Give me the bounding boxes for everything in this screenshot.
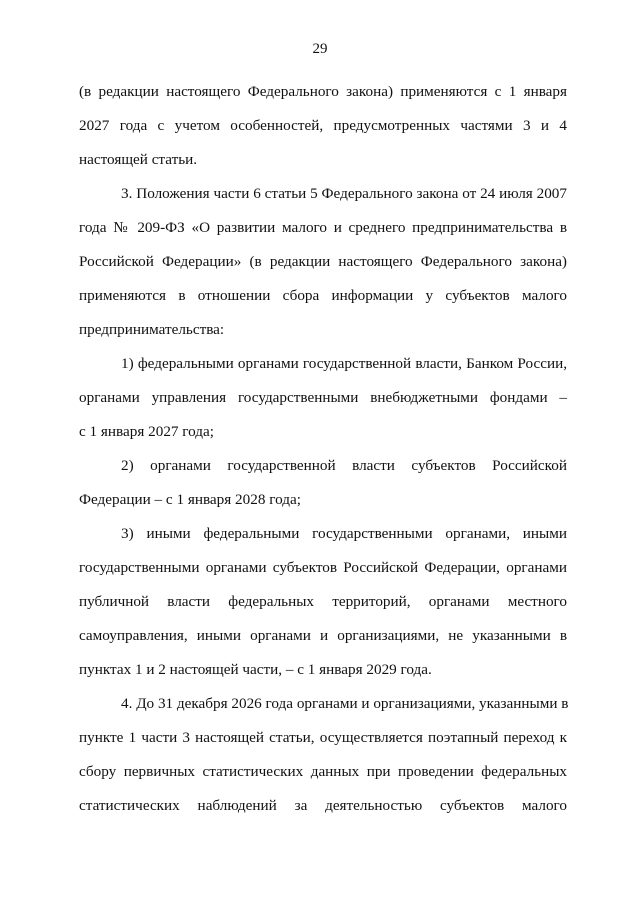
text-line: 4. До 31 декабря 2026 года органами и организациями, указанными в	[121, 695, 569, 712]
text-line: государственными органами субъектов Российской Федерации, органами	[79, 559, 567, 576]
text-line: 2027 года с учетом особенностей, предусмотренных частями 3 и 4	[79, 117, 567, 134]
text-line: 1) федеральными органами государственной власти, Банком России,	[121, 355, 567, 372]
text-line: (в редакции настоящего Федерального закона) применяются с 1 января	[79, 83, 567, 100]
text-line: Российской Федерации» (в редакции настоящего Федерального закона)	[79, 253, 567, 270]
page-number: 29	[312, 41, 328, 57]
text-line: Федерации – с 1 января 2028 года;	[79, 491, 301, 508]
text-line: настоящей статьи.	[79, 151, 198, 168]
text-line: с 1 января 2027 года;	[79, 423, 214, 440]
text-line: применяются в отношении сбора информации у субъектов малого	[79, 287, 567, 304]
text-line: статистических наблюдений за деятельностью субъектов малого	[79, 797, 567, 814]
text-line: года № 209-ФЗ «О развитии малого и среднего предпринимательства в	[79, 219, 567, 236]
text-line: пунктах 1 и 2 настоящей части, – с 1 января 2029 года.	[79, 661, 432, 678]
text-line: предпринимательства:	[79, 321, 225, 338]
document-body	[79, 75, 567, 823]
text-line: органами управления государственными внебюджетными фондами –	[79, 389, 567, 406]
text-line: публичной власти федеральных территорий, органами местного	[79, 593, 567, 610]
text-line: пункте 1 части 3 настоящей статьи, осуществляется поэтапный переход к	[79, 729, 567, 746]
text-line: самоуправления, иными органами и организациями, не указанными в	[79, 627, 567, 644]
text-line: 3) иными федеральными государственными органами, иными	[121, 525, 567, 542]
text-line: 3. Положения части 6 статьи 5 Федерального закона от 24 июля 2007	[121, 185, 567, 202]
text-line: 2) органами государственной власти субъектов Российской	[121, 457, 567, 474]
text-line: сбору первичных статистических данных при проведении федеральных	[79, 763, 567, 780]
